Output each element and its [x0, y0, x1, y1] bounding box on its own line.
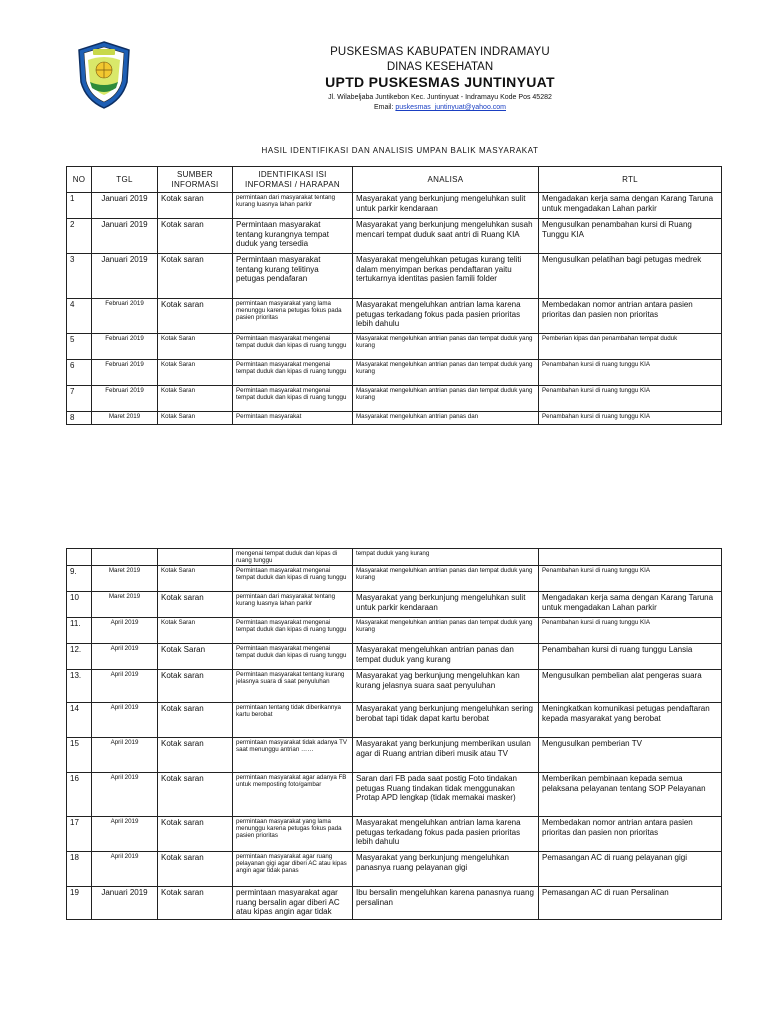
cell-identifikasi: permintaan masyarakat agar adanya FB untuk memposting foto/gambar	[233, 773, 353, 817]
cell-identifikasi: Permintaan masyarakat tentang kurang jelasnya suara di saat penyuluhan	[233, 670, 353, 703]
cell-rtl: Pemasangan AC di ruan Persalinan	[539, 887, 722, 920]
cell-identifikasi: Permintaan masyarakat	[233, 412, 353, 425]
cell-sumber: Kotak saran	[158, 592, 233, 618]
cell-tgl: Februari 2019	[92, 386, 158, 412]
cell-analisa: Masyarakat mengeluhkan antrian panas dan tempat duduk yang kurang	[353, 566, 539, 592]
cell-sumber: Kotak saran	[158, 299, 233, 334]
cell-analisa: Masyarakat mengeluhkan antrian panas dan tempat duduk yang kurang	[353, 334, 539, 360]
cell-rtl: Mengadakan kerja sama dengan Karang Taruna untuk mengadakan Lahan parkir	[539, 592, 722, 618]
cell-analisa: Masyarakat yang berkunjung mengeluhkan sering berobat tapi tidak dapat kartu berobat	[353, 703, 539, 738]
cell-rtl: Mengusulkan penambahan kursi di Ruang Tunggu KIA	[539, 219, 722, 254]
cell-sumber: Kotak Saran	[158, 412, 233, 425]
cell-tgl: Januari 2019	[92, 887, 158, 920]
cell-analisa: tempat duduk yang kurang	[353, 549, 539, 566]
cell-identifikasi: Permintaan masyarakat mengenai tempat duduk dan kipas di ruang tunggu	[233, 618, 353, 644]
header-sumber: SUMBER INFORMASI	[158, 167, 233, 193]
cell-tgl: Maret 2019	[92, 566, 158, 592]
cell-identifikasi: permintaan masyarakat yang lama menunggu karena petugas fokus pada pasien prioritas	[233, 817, 353, 852]
cell-identifikasi: Permintaan masyarakat mengenai tempat duduk dan kipas di ruang tunggu	[233, 334, 353, 360]
table-row	[67, 738, 722, 773]
email-link[interactable]: puskesmas_juntinyuat@yahoo.com	[395, 104, 506, 111]
cell-sumber	[158, 549, 233, 566]
cell-no: 3	[67, 254, 92, 299]
cell-analisa: Masyarakat mengeluhkan antrian panas dan tempat duduk yang kurang	[353, 618, 539, 644]
header-analisa: ANALISA	[353, 167, 539, 193]
cell-identifikasi: Permintaan masyarakat mengenai tempat duduk dan kipas di ruang tunggu	[233, 386, 353, 412]
cell-sumber: Kotak Saran	[158, 386, 233, 412]
table-row	[67, 334, 722, 360]
cell-sumber: Kotak Saran	[158, 644, 233, 670]
cell-tgl: April 2019	[92, 852, 158, 887]
cell-tgl: April 2019	[92, 703, 158, 738]
header-agency: PUSKESMAS KABUPATEN INDRAMAYU	[330, 46, 550, 58]
cell-sumber: Kotak saran	[158, 670, 233, 703]
cell-rtl: Mengusulkan pemberian TV	[539, 738, 722, 773]
cell-tgl	[92, 549, 158, 566]
cell-identifikasi: permintaan masyarakat tidak adanya TV saat menunggu antrian ……	[233, 738, 353, 773]
cell-tgl: Januari 2019	[92, 254, 158, 299]
header-rtl: RTL	[539, 167, 722, 193]
cell-no: 9.	[67, 566, 92, 592]
feedback-table-page-1	[66, 166, 722, 425]
cell-no: 6	[67, 360, 92, 386]
table-row	[67, 254, 722, 299]
table-row	[67, 817, 722, 852]
table-row	[67, 773, 722, 817]
cell-analisa: Masyarakat yang berkunjung mengeluhkan sulit untuk parkir kendaraan	[353, 592, 539, 618]
cell-analisa: Saran dari FB pada saat postig Foto tindakan petugas Ruang tindakan tidak menggunakan Protap APD lengkap (tidak memakai masker)	[353, 773, 539, 817]
email-label: Email:	[373, 104, 394, 111]
feedback-table-page-2	[66, 548, 722, 920]
cell-sumber: Kotak saran	[158, 817, 233, 852]
header-address: Jl. Wilabeljaba Juntikebon Kec. Juntinyuat - Indramayu Kode Pos 45282	[328, 94, 552, 101]
cell-analisa: Masyarakat yag berkunjung mengeluhkan kan kurang jelasnya suara saat penyuluhan	[353, 670, 539, 703]
cell-identifikasi: Permintaan masyarakat mengenai tempat duduk dan kipas di ruang tunggu	[233, 644, 353, 670]
cell-no: 18	[67, 852, 92, 887]
cell-no	[67, 549, 92, 566]
table-header-row	[67, 167, 722, 193]
cell-no: 12.	[67, 644, 92, 670]
cell-no: 13.	[67, 670, 92, 703]
header-tgl: TGL	[92, 167, 158, 193]
cell-rtl: Memberikan pembinaan kepada semua pelaksana pelayanan tentang SOP Pelayanan	[539, 773, 722, 817]
cell-identifikasi: permintaan masyarakat agar ruang bersalin agar diberi AC atau kipas angin agar tidak	[233, 887, 353, 920]
cell-rtl: Mengusulkan pelatihan bagi petugas medrek	[539, 254, 722, 299]
document-title: HASIL IDENTIFIKASI DAN ANALISIS UMPAN BALIK MASYARAKAT	[261, 146, 539, 155]
cell-identifikasi: Permintaan masyarakat tentang kurangnya tempat duduk yang tersedia	[233, 219, 353, 254]
cell-rtl: Membedakan nomor antrian antara pasien prioritas dan pasien non prioritas	[539, 817, 722, 852]
cell-rtl: Penambahan kursi di ruang tunggu KIA	[539, 386, 722, 412]
cell-rtl: Pemberian kipas dan penambahan tempat duduk	[539, 334, 722, 360]
cell-sumber: Kotak Saran	[158, 360, 233, 386]
table-row	[67, 193, 722, 219]
header-identifikasi: IDENTIFIKASI ISI INFORMASI / HARAPAN	[233, 167, 353, 193]
cell-no: 7	[67, 386, 92, 412]
cell-rtl: Membedakan nomor antrian antara pasien prioritas dan pasien non prioritas	[539, 299, 722, 334]
table-row	[67, 566, 722, 592]
cell-analisa: Masyarakat mengeluhkan petugas kurang teliti dalam menyimpan berkas pendaftaran yaitu tertukarnya identitas pasien famili folder	[353, 254, 539, 299]
table-row	[67, 592, 722, 618]
cell-sumber: Kotak Saran	[158, 618, 233, 644]
cell-analisa: Masyarakat mengeluhkan antrian panas dan	[353, 412, 539, 425]
cell-rtl: Penambahan kursi di ruang tunggu KIA	[539, 618, 722, 644]
cell-sumber: Kotak saran	[158, 852, 233, 887]
cell-identifikasi: permintaan tentang tidak diberikannya kartu berobat	[233, 703, 353, 738]
cell-identifikasi: Permintaan masyarakat tentang kurang telitinya petugas pendafaran	[233, 254, 353, 299]
cell-tgl: Januari 2019	[92, 219, 158, 254]
table-row	[67, 360, 722, 386]
header-email-line	[240, 104, 640, 111]
table-row	[67, 852, 722, 887]
cell-sumber: Kotak saran	[158, 703, 233, 738]
cell-no: 11.	[67, 618, 92, 644]
cell-no: 1	[67, 193, 92, 219]
cell-identifikasi: permintaan dari masyarakat tentang kurang luasnya lahan parkir	[233, 193, 353, 219]
cell-identifikasi: Permintaan masyarakat mengenai tempat duduk dan kipas di ruang tunggu	[233, 566, 353, 592]
cell-sumber: Kotak saran	[158, 193, 233, 219]
cell-sumber: Kotak Saran	[158, 566, 233, 592]
cell-tgl: Februari 2019	[92, 334, 158, 360]
header-department: DINAS KESEHATAN	[386, 61, 494, 73]
cell-tgl: Maret 2019	[92, 592, 158, 618]
table-row	[67, 219, 722, 254]
cell-tgl: April 2019	[92, 618, 158, 644]
cell-analisa: Masyarakat yang berkunjung mengeluhkan sulit untuk parkir kendaraan	[353, 193, 539, 219]
cell-no: 14	[67, 703, 92, 738]
cell-identifikasi: mengenai tempat duduk dan kipas di ruang tunggu	[233, 549, 353, 566]
header-institution: UPTD PUSKESMAS JUNTINYUAT	[325, 74, 555, 90]
cell-analisa: Masyarakat mengeluhkan antrian lama karena petugas terkadang fokus pada pasien prioritas lebih dahulu	[353, 299, 539, 334]
cell-tgl: Maret 2019	[92, 412, 158, 425]
cell-sumber: Kotak Saran	[158, 334, 233, 360]
cell-identifikasi: permintaan masyarakat agar ruang pelayanan gigi agar diberi AC atau kipas angin agar tidak panas	[233, 852, 353, 887]
cell-sumber: Kotak saran	[158, 219, 233, 254]
cell-analisa: Masyarakat mengeluhkan antrian panas dan tempat duduk yang kurang	[353, 644, 539, 670]
cell-no: 15	[67, 738, 92, 773]
cell-sumber: Kotak saran	[158, 738, 233, 773]
cell-tgl: April 2019	[92, 670, 158, 703]
cell-tgl: Februari 2019	[92, 360, 158, 386]
table-row	[67, 549, 722, 566]
cell-rtl: Meningkatkan komunikasi petugas pendaftaran kepada masyarakat yang berobat	[539, 703, 722, 738]
cell-rtl: Penambahan kursi di ruang tunggu Lansia	[539, 644, 722, 670]
table-row	[67, 644, 722, 670]
cell-rtl: Pemasangan AC di ruang pelayanan gigi	[539, 852, 722, 887]
table-row	[67, 670, 722, 703]
cell-analisa: Masyarakat mengeluhkan antrian lama karena petugas terkadang fokus pada pasien prioritas lebih dahulu	[353, 817, 539, 852]
cell-tgl: Januari 2019	[92, 193, 158, 219]
cell-identifikasi: Permintaan masyarakat mengenai tempat duduk dan kipas di ruang tunggu	[233, 360, 353, 386]
cell-rtl	[539, 549, 722, 566]
cell-tgl: April 2019	[92, 738, 158, 773]
cell-sumber: Kotak saran	[158, 254, 233, 299]
cell-analisa: Masyarakat mengeluhkan antrian panas dan tempat duduk yang kurang	[353, 360, 539, 386]
cell-identifikasi: permintaan dari masyarakat tentang kurang luasnya lahan parkir	[233, 592, 353, 618]
cell-identifikasi: permintaan masyarakat yang lama menunggu karena petugas fokus pada pasien prioritas	[233, 299, 353, 334]
cell-analisa: Masyarakat yang berkunjung memberikan usulan agar di Ruang antrian diberi musik atau TV	[353, 738, 539, 773]
cell-no: 5	[67, 334, 92, 360]
cell-analisa: Masyarakat yang berkunjung mengeluhkan susah mencari tempat duduk saat antri di Ruang KIA	[353, 219, 539, 254]
cell-rtl: Penambahan kursi di ruang tunggu KIA	[539, 566, 722, 592]
table-row	[67, 887, 722, 920]
cell-no: 10	[67, 592, 92, 618]
cell-rtl: Penambahan kursi di ruang tunggu KIA	[539, 360, 722, 386]
cell-sumber: Kotak saran	[158, 773, 233, 817]
cell-no: 4	[67, 299, 92, 334]
table-row	[67, 299, 722, 334]
cell-tgl: April 2019	[92, 644, 158, 670]
cell-analisa: Masyarakat mengeluhkan antrian panas dan tempat duduk yang kurang	[353, 386, 539, 412]
cell-tgl: Februari 2019	[92, 299, 158, 334]
table-row	[67, 618, 722, 644]
cell-no: 8	[67, 412, 92, 425]
table-row	[67, 412, 722, 425]
cell-no: 16	[67, 773, 92, 817]
cell-rtl: Mengadakan kerja sama dengan Karang Taruna untuk mengadakan Lahan parkir	[539, 193, 722, 219]
cell-rtl: Mengusulkan pembelian alat pengeras suara	[539, 670, 722, 703]
cell-tgl: April 2019	[92, 817, 158, 852]
cell-no: 19	[67, 887, 92, 920]
cell-analisa: Masyarakat yang berkunjung mengeluhkan panasnya ruang pelayanan gigi	[353, 852, 539, 887]
indramayu-crest-logo	[76, 40, 132, 110]
cell-sumber: Kotak saran	[158, 887, 233, 920]
cell-no: 2	[67, 219, 92, 254]
cell-no: 17	[67, 817, 92, 852]
table-row	[67, 703, 722, 738]
cell-analisa: Ibu bersalin mengeluhkan karena panasnya ruang persalinan	[353, 887, 539, 920]
table-row	[67, 386, 722, 412]
header-no: NO	[67, 167, 92, 193]
cell-tgl: April 2019	[92, 773, 158, 817]
cell-rtl: Penambahan kursi di ruang tunggu KIA	[539, 412, 722, 425]
